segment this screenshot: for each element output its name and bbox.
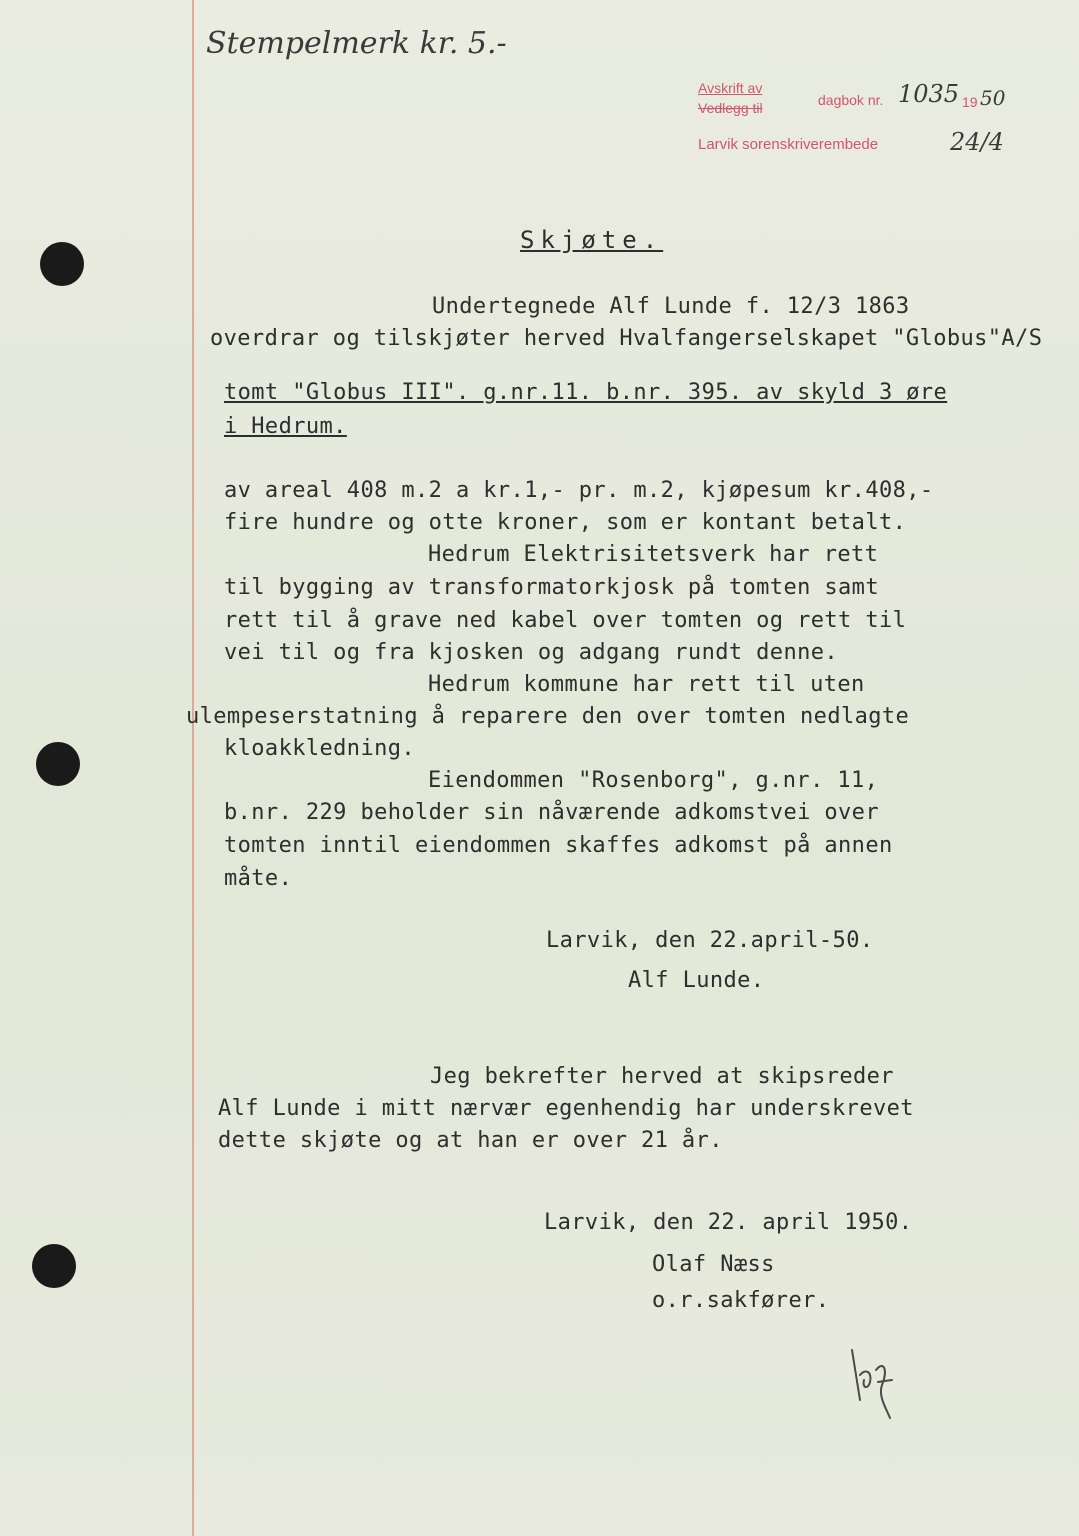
- punch-hole-middle: [36, 742, 80, 786]
- handwritten-year: 50: [980, 86, 1006, 110]
- certification-line-2: Alf Lunde i mitt nærvær egenhendig har underskrevet: [218, 1096, 914, 1121]
- utility-line-3: rett til å grave ned kabel over tomten og rett til: [224, 608, 907, 633]
- utility-line-1: Hedrum Elektrisitetsverk har rett: [428, 542, 879, 567]
- stamp-year-prefix: 19: [962, 94, 978, 110]
- punch-hole-top: [40, 242, 84, 286]
- municipality-line-1: Hedrum kommune har rett til uten: [428, 672, 865, 697]
- stamp-attachment-label: Vedlegg til: [698, 100, 763, 116]
- utility-line-2: til bygging av transformatorkjosk på tomten samt: [224, 575, 879, 600]
- stamp-transcript-label: Avskrift av: [698, 80, 763, 96]
- price-line-2: fire hundre og otte kroner, som er kontant betalt.: [224, 510, 907, 535]
- handwritten-stamp-fee: Stempelmerk kr. 5.-: [206, 26, 507, 61]
- municipality-line-3: kloakkledning.: [224, 736, 416, 761]
- intro-line-2: overdrar og tilskjøter herved Hvalfangerselskapet "Globus"A/S: [210, 326, 1043, 351]
- property-line-1: tomt "Globus III". g.nr.11. b.nr. 395. av skyld 3 øre: [224, 380, 948, 405]
- certification-line-3: dette skjøte og at han er over 21 år.: [218, 1128, 723, 1153]
- punch-hole-bottom: [32, 1244, 76, 1288]
- seller-signature: Alf Lunde.: [628, 968, 765, 993]
- stamp-court-office: Larvik sorenskriverembede: [698, 136, 879, 153]
- certification-line-1: Jeg bekrefter herved at skipsreder: [430, 1064, 894, 1089]
- access-line-2: b.nr. 229 beholder sin nåværende adkomstvei over: [224, 800, 879, 825]
- property-line-2: i Hedrum.: [224, 414, 347, 439]
- access-line-1: Eiendommen "Rosenborg", g.nr. 11,: [428, 768, 879, 793]
- access-line-4: måte.: [224, 866, 293, 891]
- handwritten-date: 24/4: [950, 128, 1004, 156]
- witness-title: o.r.sakfører.: [652, 1288, 830, 1313]
- handwritten-initials-icon: [842, 1330, 902, 1420]
- access-line-3: tomten inntil eiendommen skaffes adkomst på annen: [224, 833, 893, 858]
- witness-place-date: Larvik, den 22. april 1950.: [544, 1210, 913, 1235]
- intro-line-1: Undertegnede Alf Lunde f. 12/3 1863: [432, 294, 910, 319]
- stamp-journal-label: dagbok nr.: [818, 92, 884, 108]
- handwritten-journal-number: 1035: [898, 80, 960, 108]
- price-line-1: av areal 408 m.2 a kr.1,- pr. m.2, kjøpesum kr.408,-: [224, 478, 934, 503]
- red-margin-line: [192, 0, 194, 1536]
- utility-line-4: vei til og fra kjosken og adgang rundt denne.: [224, 640, 839, 665]
- municipality-line-2: ulempeserstatning å reparere den over tomten nedlagte: [186, 704, 910, 729]
- seller-place-date: Larvik, den 22.april-50.: [546, 928, 874, 953]
- document-title: Skjøte.: [520, 226, 664, 254]
- witness-name: Olaf Næss: [652, 1252, 775, 1277]
